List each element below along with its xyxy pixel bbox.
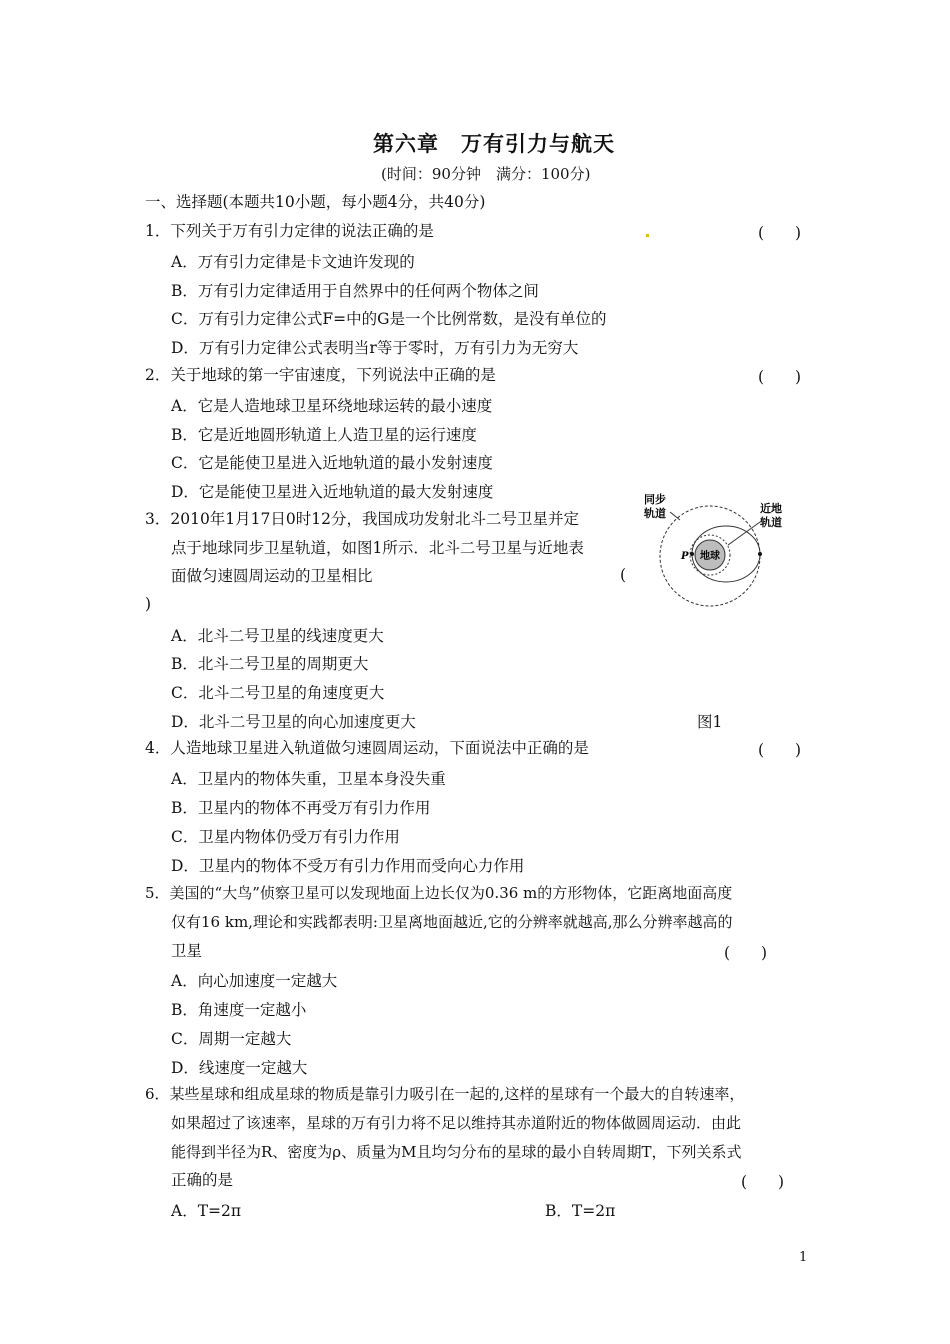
question-1-option-a: A．万有引力定律是卡文迪许发现的 <box>171 253 415 271</box>
question-1-option-b: B．万有引力定律适用于自然界中的任何两个物体之间 <box>171 282 539 300</box>
question-2-stem: 2．关于地球的第一宇宙速度，下列说法中正确的是 <box>145 366 496 384</box>
earth-label: 地球 <box>700 551 720 562</box>
yellow-mark <box>646 234 649 237</box>
question-4-option-d: D．卫星内的物体不受万有引力作用而受向心力作用 <box>171 857 525 875</box>
question-3-line-2: 点于地球同步卫星轨道，如图1所示．北斗二号卫星与近地表 <box>171 539 584 557</box>
answer-bracket: ( ) <box>724 944 768 962</box>
question-1-option-c: C．万有引力定律公式F=中的G是一个比例常数，是没有单位的 <box>171 310 607 328</box>
point-p <box>690 552 694 556</box>
question-5-line-1: 5．美国的“大鸟”侦察卫星可以发现地面上边长仅为0.36 m的方形物体，它距离地面高度 <box>145 884 733 902</box>
question-6-option-a: A．T=2π <box>171 1202 242 1220</box>
question-4-option-a: A．卫星内的物体失重，卫星本身没失重 <box>171 770 446 788</box>
orbit-diagram <box>640 490 810 620</box>
question-3-line-1: 3．2010年1月17日0时12分，我国成功发射北斗二号卫星并定 <box>145 510 579 528</box>
figure-caption: 图1 <box>697 713 723 731</box>
answer-bracket: ( ) <box>758 741 802 759</box>
question-2-option-d: D．它是能使卫星进入近地轨道的最大发射速度 <box>171 483 494 501</box>
question-5-line-2: 仅有16 km,理论和实践都表明:卫星离地面越近,它的分辨率就越高,那么分辨率越高的 <box>171 913 733 931</box>
question-5-option-b: B．角速度一定越小 <box>171 1001 307 1019</box>
question-3-line-3: 面做匀速圆周运动的卫星相比 <box>171 567 373 585</box>
question-6-line-1: 6．某些星球和组成星球的物质是靠引力吸引在一起的,这样的星球有一个最大的自转速率， <box>145 1085 745 1103</box>
question-3-option-b: B．北斗二号卫星的周期更大 <box>171 655 369 673</box>
answer-bracket: ( ) <box>758 368 802 386</box>
question-3-option-c: C．北斗二号卫星的角速度更大 <box>171 684 385 702</box>
question-1-stem: 1．下列关于万有引力定律的说法正确的是 <box>145 222 434 240</box>
question-5-option-a: A．向心加速度一定越大 <box>171 972 338 990</box>
answer-bracket-close: ) <box>145 595 152 613</box>
question-6-line-3: 能得到半径为R、密度为ρ、质量为M且均匀分布的星球的最小自转周期T，下列关系式 <box>171 1143 742 1161</box>
question-5-line-3: 卫星 <box>171 942 203 960</box>
question-6-line-2: 如果超过了该速率，星球的万有引力将不足以维持其赤道附近的物体做圆周运动．由此 <box>171 1114 742 1132</box>
near-orbit-label-2: 轨道 <box>760 516 782 529</box>
sync-orbit-label-2: 轨道 <box>644 507 666 520</box>
sync-leader-line <box>670 512 680 520</box>
question-2-option-b: B．它是近地圆形轨道上人造卫星的运行速度 <box>171 426 477 444</box>
answer-bracket-open: ( <box>620 566 627 584</box>
question-6-option-b: B．T=2π <box>545 1202 616 1220</box>
question-5-option-c: C．周期一定越大 <box>171 1030 292 1048</box>
question-4-stem: 4．人造地球卫星进入轨道做匀速圆周运动，下面说法中正确的是 <box>145 739 589 757</box>
question-4-option-b: B．卫星内的物体不再受万有引力作用 <box>171 799 431 817</box>
question-5-option-d: D．线速度一定越大 <box>171 1059 308 1077</box>
sync-orbit-label-1: 同步 <box>644 493 666 506</box>
question-6-line-4: 正确的是 <box>171 1171 234 1189</box>
apogee-point <box>758 552 762 556</box>
question-4-option-c: C．卫星内物体仍受万有引力作用 <box>171 828 400 846</box>
near-orbit-label-1: 近地 <box>760 502 782 515</box>
question-2-option-a: A．它是人造地球卫星环绕地球运转的最小速度 <box>171 397 493 415</box>
answer-bracket: ( ) <box>741 1173 785 1191</box>
question-2-option-c: C．它是能使卫星进入近地轨道的最小发射速度 <box>171 454 493 472</box>
page-number: 1 <box>799 1250 808 1265</box>
point-p-label: P <box>681 551 689 562</box>
page-subtitle: (时间：90分钟 满分：100分) <box>381 165 591 183</box>
question-3-option-d: D．北斗二号卫星的向心加速度更大 <box>171 713 416 731</box>
page-title: 第六章 万有引力与航天 <box>373 131 615 156</box>
answer-bracket: ( ) <box>758 224 802 242</box>
question-3-option-a: A．北斗二号卫星的线速度更大 <box>171 627 384 645</box>
question-1-option-d: D．万有引力定律公式表明当r等于零时，万有引力为无穷大 <box>171 339 579 357</box>
section-heading: 一、选择题(本题共10小题，每小题4分，共40分) <box>145 193 486 211</box>
